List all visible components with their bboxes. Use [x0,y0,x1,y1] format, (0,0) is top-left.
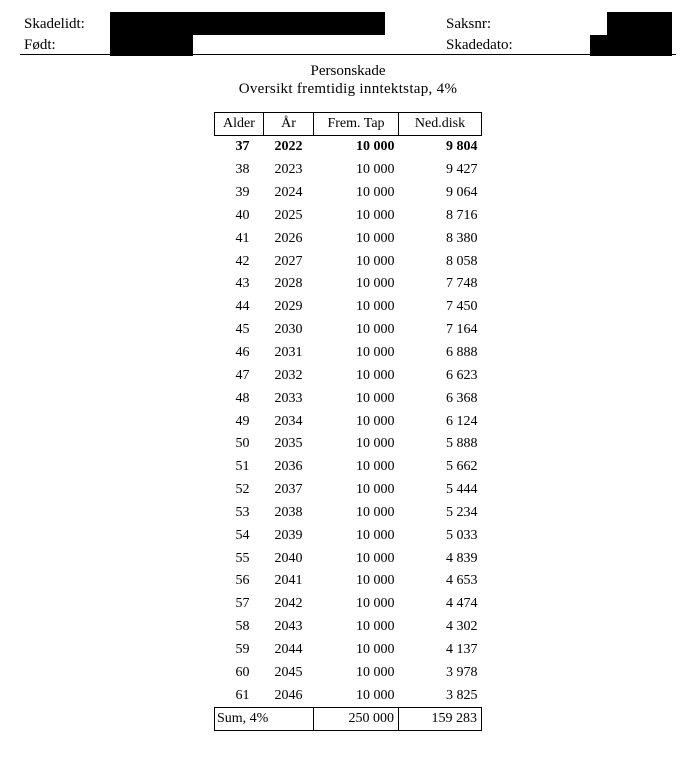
case-number-label: Saksnr: [446,16,491,32]
table-row [215,387,482,410]
cell-year: 2033 [274,390,303,406]
cell-age: 56 [235,573,250,589]
cell-year: 2030 [274,322,303,338]
cell-year: 2024 [274,185,303,201]
income-loss-table [214,112,482,731]
table-row [215,570,482,593]
cell-age: 48 [235,390,250,406]
cell-discounted: 5 444 [446,482,478,498]
cell-future-loss: 10 000 [356,230,395,246]
document-title: Personskade [310,63,386,79]
cell-discounted: 6 623 [446,367,478,383]
table-row [215,616,482,639]
cell-future-loss: 10 000 [356,276,395,292]
cell-year: 2032 [274,367,303,383]
table-row [215,593,482,616]
table-row [215,342,482,365]
cell-year: 2029 [274,299,303,315]
sum-row [215,708,482,731]
cell-year: 2042 [274,596,303,612]
table-row [215,319,482,342]
cell-age: 59 [235,641,250,657]
cell-age: 40 [235,207,250,223]
cell-discounted: 8 716 [446,207,478,223]
cell-age: 51 [235,459,250,475]
cell-future-loss: 10 000 [356,527,395,543]
cell-year: 2028 [274,276,303,292]
cell-future-loss: 10 000 [356,436,395,452]
cell-discounted: 4 653 [446,573,478,589]
cell-year: 2044 [274,641,303,657]
table-row [215,524,482,547]
cell-year: 2041 [274,573,303,589]
redacted-case-number [607,12,672,35]
cell-age: 46 [235,345,250,361]
table-row [215,182,482,205]
cell-discounted: 6 368 [446,390,478,406]
cell-year: 2034 [274,413,303,429]
cell-discounted: 5 662 [446,459,478,475]
cell-year: 2031 [274,345,303,361]
injured-label: Skadelidt: [24,16,85,32]
cell-age: 58 [235,619,250,635]
table-row [215,227,482,250]
born-label: Født: [24,37,56,53]
cell-discounted: 9 427 [446,162,478,178]
cell-future-loss: 10 000 [356,207,395,223]
table-row [215,547,482,570]
cell-year: 2035 [274,436,303,452]
document-subtitle: Oversikt fremtidig inntektstap, 4% [238,81,458,97]
col-header-year: År [264,113,314,136]
cell-discounted: 9 064 [446,185,478,201]
cell-age: 52 [235,482,250,498]
cell-future-loss: 10 000 [356,390,395,406]
cell-year: 2039 [274,527,303,543]
redacted-injury-date [590,35,672,56]
sum-label: Sum, 4% [215,708,314,731]
cell-future-loss: 10 000 [356,641,395,657]
cell-age: 47 [235,367,250,383]
cell-future-loss: 10 000 [356,619,395,635]
cell-year: 2043 [274,619,303,635]
cell-discounted: 4 474 [446,596,478,612]
cell-year: 2045 [274,664,303,680]
table-row [215,479,482,502]
cell-year: 2025 [274,207,303,223]
cell-year: 2040 [274,550,303,566]
cell-future-loss: 10 000 [356,345,395,361]
cell-discounted: 8 058 [446,253,478,269]
redacted-name [110,12,385,35]
table-row [215,364,482,387]
table-row [215,296,482,319]
cell-future-loss: 10 000 [356,687,395,703]
cell-age: 49 [235,413,250,429]
cell-year: 2036 [274,459,303,475]
table-row [215,159,482,182]
table-row [215,410,482,433]
cell-discounted: 5 234 [446,504,478,520]
cell-future-loss: 10 000 [356,299,395,315]
cell-future-loss: 10 000 [356,253,395,269]
cell-age: 42 [235,253,250,269]
cell-age: 43 [235,276,250,292]
cell-year: 2038 [274,504,303,520]
sum-future-loss: 250 000 [314,708,399,731]
cell-year: 2046 [274,687,303,703]
cell-year: 2022 [274,139,303,155]
cell-discounted: 6 888 [446,345,478,361]
cell-year: 2023 [274,162,303,178]
cell-future-loss: 10 000 [356,482,395,498]
cell-age: 60 [235,664,250,680]
cell-age: 61 [235,687,250,703]
cell-discounted: 4 302 [446,619,478,635]
cell-age: 55 [235,550,250,566]
col-header-age: Alder [215,113,264,136]
cell-discounted: 7 164 [446,322,478,338]
cell-age: 41 [235,230,250,246]
cell-discounted: 7 748 [446,276,478,292]
cell-discounted: 3 825 [446,687,478,703]
table-row [215,639,482,662]
cell-discounted: 8 380 [446,230,478,246]
cell-future-loss: 10 000 [356,367,395,383]
table-row [215,250,482,273]
table-row [215,456,482,479]
col-header-discounted: Ned.disk [399,113,482,136]
cell-future-loss: 10 000 [356,504,395,520]
cell-age: 50 [235,436,250,452]
cell-future-loss: 10 000 [356,162,395,178]
cell-future-loss: 10 000 [356,185,395,201]
table-row [215,136,482,159]
cell-age: 53 [235,504,250,520]
table-row [215,502,482,525]
cell-discounted: 5 033 [446,527,478,543]
cell-discounted: 4 839 [446,550,478,566]
cell-age: 57 [235,596,250,612]
cell-age: 38 [235,162,250,178]
cell-future-loss: 10 000 [356,664,395,680]
table-row [215,205,482,228]
cell-future-loss: 10 000 [356,459,395,475]
cell-discounted: 5 888 [446,436,478,452]
cell-discounted: 9 804 [446,139,478,155]
cell-age: 54 [235,527,250,543]
cell-age: 37 [235,139,250,155]
table-row [215,661,482,684]
cell-year: 2026 [274,230,303,246]
cell-future-loss: 10 000 [356,596,395,612]
sum-discounted: 159 283 [399,708,482,731]
cell-year: 2037 [274,482,303,498]
cell-future-loss: 10 000 [356,413,395,429]
table-row [215,273,482,296]
table-row [215,433,482,456]
cell-age: 39 [235,185,250,201]
cell-discounted: 7 450 [446,299,478,315]
cell-future-loss: 10 000 [356,322,395,338]
header-divider [20,54,676,55]
cell-discounted: 4 137 [446,641,478,657]
table-row [215,684,482,707]
cell-future-loss: 10 000 [356,139,395,155]
cell-future-loss: 10 000 [356,550,395,566]
redacted-birthdate [110,35,193,56]
table-header-row [215,113,482,136]
injury-date-label: Skadedato: [446,37,513,53]
cell-future-loss: 10 000 [356,573,395,589]
cell-age: 45 [235,322,250,338]
cell-year: 2027 [274,253,303,269]
cell-discounted: 6 124 [446,413,478,429]
cell-discounted: 3 978 [446,664,478,680]
cell-age: 44 [235,299,250,315]
col-header-future-loss: Frem. Tap [314,113,399,136]
